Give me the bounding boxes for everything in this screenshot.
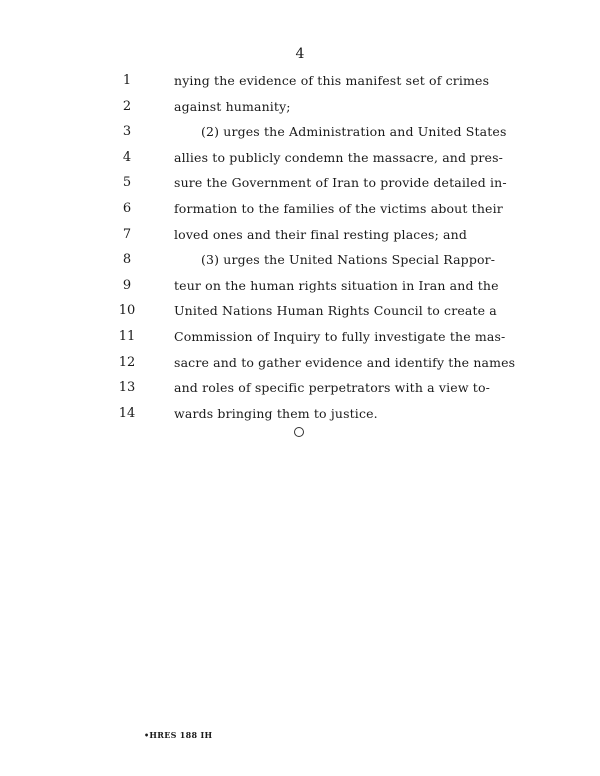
line-number: 3	[122, 124, 132, 140]
line-text: wards bringing them to justice.	[174, 405, 378, 421]
text-line	[0, 222, 600, 248]
page-number: 4	[295, 46, 305, 62]
line-number: 5	[122, 175, 132, 191]
text-line	[0, 94, 600, 120]
line-text: United Nations Human Rights Council to create a	[174, 303, 497, 319]
document-footer-id: •HRES 188 IH	[144, 730, 213, 740]
line-number: 14	[118, 405, 136, 421]
line-text: (3) urges the United Nations Special Rappor-	[201, 252, 496, 268]
text-line	[0, 247, 600, 273]
line-number: 2	[122, 98, 132, 114]
line-text: against humanity;	[174, 98, 291, 114]
line-text: sure the Government of Iran to provide detailed in-	[174, 175, 507, 191]
text-line	[0, 350, 600, 376]
line-number: 7	[122, 226, 132, 242]
line-number: 13	[118, 380, 136, 396]
line-text: (2) urges the Administration and United States	[201, 124, 507, 140]
line-number: 11	[118, 328, 136, 344]
line-text: sacre and to gather evidence and identify the names	[174, 354, 516, 370]
line-number: 12	[118, 354, 136, 370]
line-text: loved ones and their final resting places; and	[174, 226, 468, 242]
line-text: nying the evidence of this manifest set of crimes	[174, 73, 490, 88]
line-number: 6	[122, 200, 132, 216]
line-text: formation to the families of the victims about their	[174, 200, 503, 216]
text-line	[0, 196, 600, 222]
line-number: 9	[122, 277, 132, 293]
text-line	[0, 324, 600, 350]
line-number: 4	[122, 149, 132, 165]
line-text: allies to publicly condemn the massacre, and pres-	[174, 149, 504, 165]
text-line	[0, 170, 600, 196]
text-line	[0, 145, 600, 171]
text-line	[0, 401, 600, 427]
line-text: and roles of specific perpetrators with a view to-	[174, 380, 491, 396]
line-text: Commission of Inquiry to fully investigate the mas-	[174, 328, 506, 344]
line-text: teur on the human rights situation in Iran and the	[174, 277, 499, 293]
text-line	[0, 273, 600, 299]
text-line	[0, 298, 600, 324]
line-number: 1	[122, 73, 132, 88]
line-number: 10	[118, 303, 136, 319]
bill-text-body	[0, 68, 600, 426]
text-line	[0, 119, 600, 145]
line-number: 8	[122, 252, 132, 268]
text-line	[0, 68, 600, 94]
text-line	[0, 375, 600, 401]
end-of-text-circle-icon	[294, 427, 304, 437]
